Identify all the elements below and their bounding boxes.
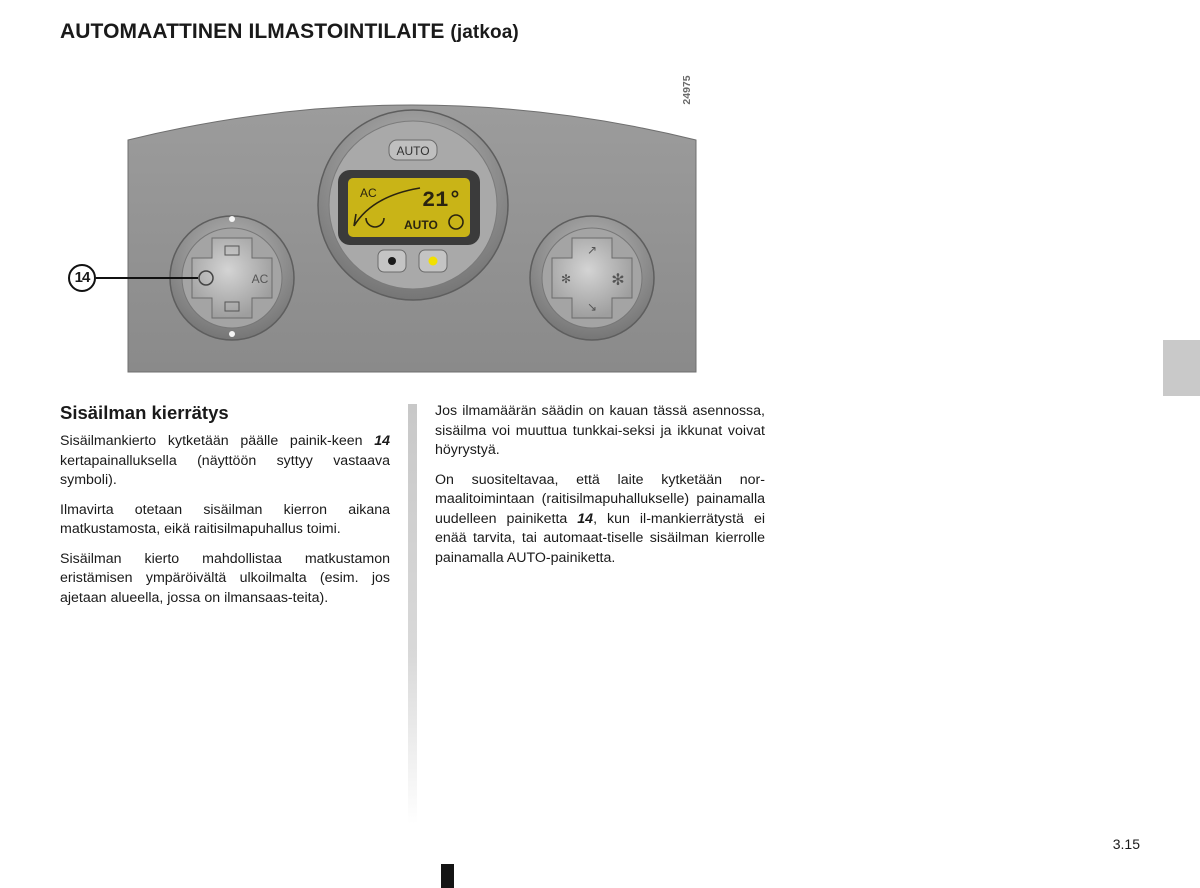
chapter-side-tab (1163, 340, 1200, 396)
black-indicator (388, 257, 396, 265)
left-knob-top-dot (229, 216, 235, 222)
display-temp: 21° (422, 188, 462, 213)
left-paragraph-1 (60, 432, 390, 491)
page-title-main: AUTOMAATTINEN ILMASTOINTILAITE (60, 20, 445, 43)
left-knob-ac-label: AC (251, 272, 269, 286)
right-p2-text-before: On suositeltavaa, että laite kytketään nor-maalitoimintaan (raitisilmapuhallukselle) painamalla uudelleen painiketta (435, 471, 765, 527)
section-heading: Sisäilman kierrätys (60, 402, 229, 423)
left-paragraph-2: Ilmavirta otetaan sisäilman kierron aikana matkustamosta, eikä raitisilmapuhallus toimi. (60, 501, 390, 537)
yellow-indicator (429, 257, 438, 266)
display-ac: AC (360, 186, 377, 200)
fan-high-icon: ✻ (611, 270, 625, 289)
page-number: 3.15 (1112, 836, 1140, 852)
airflow-down-icon: ↘ (586, 300, 598, 314)
fan-low-icon: ✻ (560, 272, 572, 286)
auto-button-label: AUTO (396, 144, 430, 158)
airflow-up-icon: ↗ (586, 243, 598, 257)
column-divider (408, 404, 417, 824)
right-p2-text-after: , kun il-mankierrätystä ei enää tarvita, tai automaat-tiselle sisäilman kierrolle painamalla AUTO-painiketta. (435, 510, 765, 566)
figure-id-label: 24975 (681, 75, 693, 105)
left-p1-text-after: kertapainalluksella (näyttöön syttyy vastaava symboli). (60, 452, 390, 488)
display-auto: AUTO (404, 218, 438, 232)
right-paragraph-2 (435, 471, 765, 569)
bottom-marker (441, 864, 454, 888)
climate-control-illustration (0, 0, 720, 380)
left-paragraph-3: Sisäilman kierto mahdollistaa matkustamon eristämisen ympäröivältä ulkoilmalta (esim. jos ajetaan alueella, jossa on ilmansaas-teita). (60, 550, 390, 606)
right-column (435, 402, 765, 578)
right-p2-button-ref: 14 (577, 510, 594, 527)
left-column (60, 402, 390, 618)
left-knob-bottom-dot (229, 331, 235, 337)
left-p1-text-before: Sisäilmankierto kytketään päälle painik-keen (60, 433, 375, 449)
right-paragraph-1: Jos ilmamäärän säädin on kauan tässä asennossa, sisäilma voi muuttua tunkkai-seksi ja ikkunat voivat höyrystyä. (435, 403, 765, 458)
page-title-suffix: (jatkoa) (450, 22, 519, 43)
callout-number: 14 (68, 264, 96, 292)
left-p1-button-ref: 14 (374, 433, 390, 449)
